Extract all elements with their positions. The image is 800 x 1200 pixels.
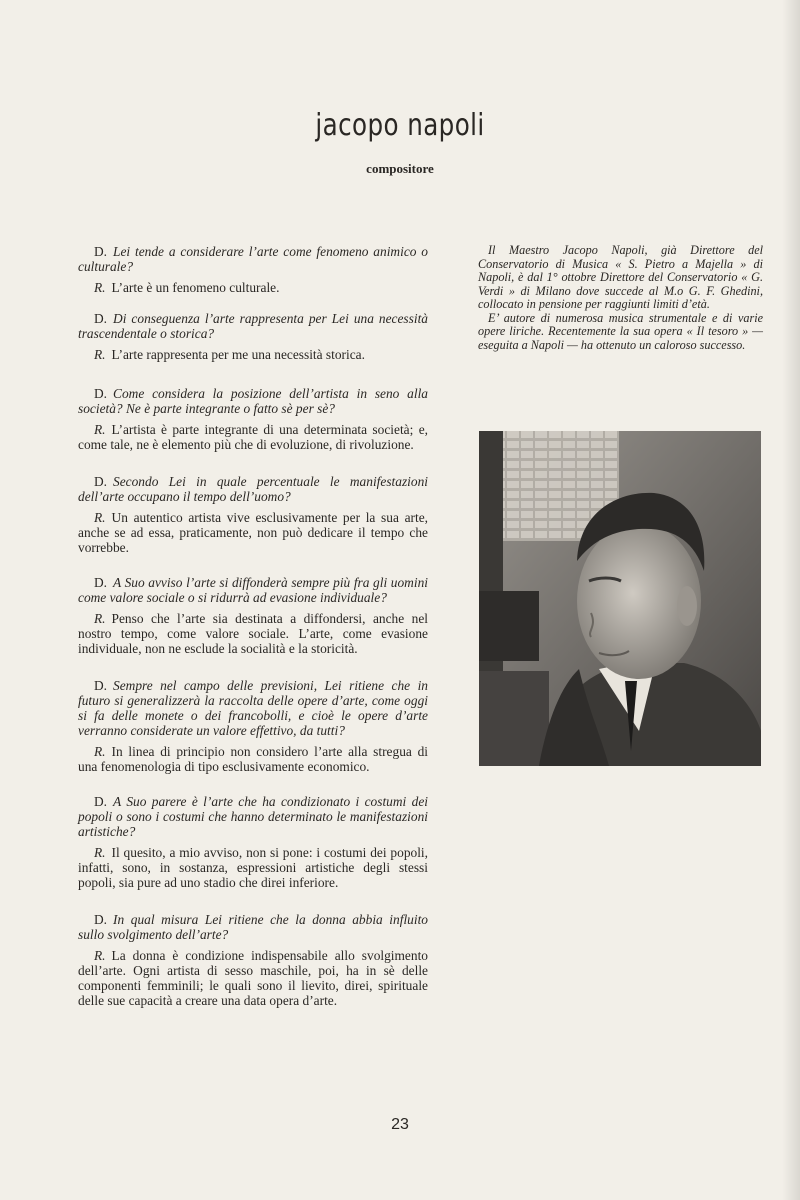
answer-label: R. — [94, 744, 106, 759]
answer-text: Un autentico artista vive esclusivamente per la sua arte, anche se ad essa, praticamente, non può dedicare il tempo che vorrebbe. — [78, 510, 428, 555]
answer-text: In linea di principio non considero l’arte alla stregua di una fenomenologia di tipo esclusivamente economico. — [78, 744, 428, 774]
qa-pair — [78, 794, 428, 890]
answer — [78, 422, 428, 452]
article-subtitle: compositore — [366, 161, 434, 176]
qa-pair — [78, 474, 428, 555]
page-edge-shadow — [782, 0, 800, 1200]
answer-label: R. — [94, 347, 106, 362]
qa-pair — [78, 386, 428, 452]
question-text: In qual misura Lei ritiene che la donna abbia influito sullo svolgimento dell’arte? — [78, 912, 428, 942]
answer — [78, 845, 428, 890]
answer — [78, 280, 428, 295]
question — [78, 474, 428, 504]
answer-label: R. — [94, 611, 106, 626]
answer-text: L’arte rappresenta per me una necessità storica. — [111, 347, 365, 362]
qa-pair — [78, 678, 428, 774]
question-text: Lei tende a considerare l’arte come fenomeno animico o culturale? — [78, 244, 428, 274]
page-number: 23 — [391, 1116, 409, 1133]
question-label: D. — [94, 912, 108, 927]
question-label: D. — [94, 794, 108, 809]
composer-portrait-photo — [479, 431, 761, 766]
composer-biography — [478, 244, 763, 352]
answer-text: L’arte è un fenomeno culturale. — [111, 280, 280, 295]
question — [78, 386, 428, 416]
answer-label: R. — [94, 422, 106, 437]
question — [78, 912, 428, 942]
question-label: D. — [94, 386, 108, 401]
question — [78, 575, 428, 605]
question-text: Di conseguenza l’arte rappresenta per Lei una necessità trascendentale o storica? — [78, 311, 428, 341]
answer-text: La donna è condizione indispensabile allo svolgimento dell’arte. Ogni artista di sesso maschile, poi, ha in sè delle componenti femminili; le quali sono il lievito, direi, spirituale delle sue capacità a creare una data opera d’arte. — [78, 948, 428, 1008]
question-label: D. — [94, 311, 108, 326]
question-label: D. — [94, 474, 108, 489]
answer-text: Penso che l’arte sia destinata a diffondersi, anche nel nostro tempo, come valore sociale. L’arte, come evasione individuale, non ne esclude la socialità e la storicità. — [78, 611, 428, 656]
question-label: D. — [94, 575, 108, 590]
answer-label: R. — [94, 510, 106, 525]
answer-label: R. — [94, 948, 106, 963]
qa-pair — [78, 311, 428, 362]
question-label: D. — [94, 678, 108, 693]
qa-pair — [78, 244, 428, 295]
question-label: D. — [94, 244, 108, 259]
interview-column — [78, 244, 428, 1008]
question — [78, 244, 428, 274]
answer — [78, 611, 428, 656]
question-text: A Suo avviso l’arte si diffonderà sempre più fra gli uomini come valore sociale o si ridurrà ad evasione individuale? — [78, 575, 428, 605]
question-text: Come considera la posizione dell’artista in seno alla società? Ne è parte integrante o fatto sè per sè? — [78, 386, 428, 416]
portrait-image — [479, 431, 761, 766]
bio-paragraph: Il Maestro Jacopo Napoli, già Direttore del Conservatorio di Musica « S. Pietro a Majella » di Napoli, è dal 1° ottobre Direttore del Conservatorio « G. Verdi » di Milano dove succede al M.o G. F. Ghedini, collocato in pensione per raggiunti limiti d’età. — [478, 243, 763, 311]
qa-pair — [78, 912, 428, 1008]
qa-pair — [78, 575, 428, 656]
answer-label: R. — [94, 845, 106, 860]
answer — [78, 948, 428, 1008]
answer-text: L’artista è parte integrante di una determinata società; e, come tale, ne è elemento più che di evoluzione, di rivoluzione. — [78, 422, 428, 452]
question-text: A Suo parere è l’arte che ha condizionato i costumi dei popoli o sono i costumi che hanno determinato le manifestazioni artistiche? — [78, 794, 428, 839]
question — [78, 794, 428, 839]
answer-text: Il quesito, a mio avviso, non si pone: i costumi dei popoli, infatti, sono, in sostanza, espressioni artistiche degli stessi popoli, sia pure ad uno stadio che direi inferiore. — [78, 845, 428, 890]
question-text: Sempre nel campo delle previsioni, Lei ritiene che in futuro si generalizzerà la raccolta delle opere d’arte, come oggi si fa delle monete o dei francobolli, e cioè le opere d’arte verranno considerate un valore effettivo, da tutti? — [78, 678, 428, 738]
answer — [78, 744, 428, 774]
article-title: jacopo napoli — [315, 108, 485, 143]
answer — [78, 347, 428, 362]
answer-label: R. — [94, 280, 106, 295]
question — [78, 311, 428, 341]
bio-paragraph: E’ autore di numerosa musica strumentale e di varie opere liriche. Recentemente la sua opera « Il tesoro » — eseguita a Napoli — ha ottenuto un caloroso successo. — [478, 310, 763, 352]
question — [78, 678, 428, 738]
answer — [78, 510, 428, 555]
question-text: Secondo Lei in quale percentuale le manifestazioni dell’arte occupano il tempo dell’uomo? — [78, 474, 428, 504]
